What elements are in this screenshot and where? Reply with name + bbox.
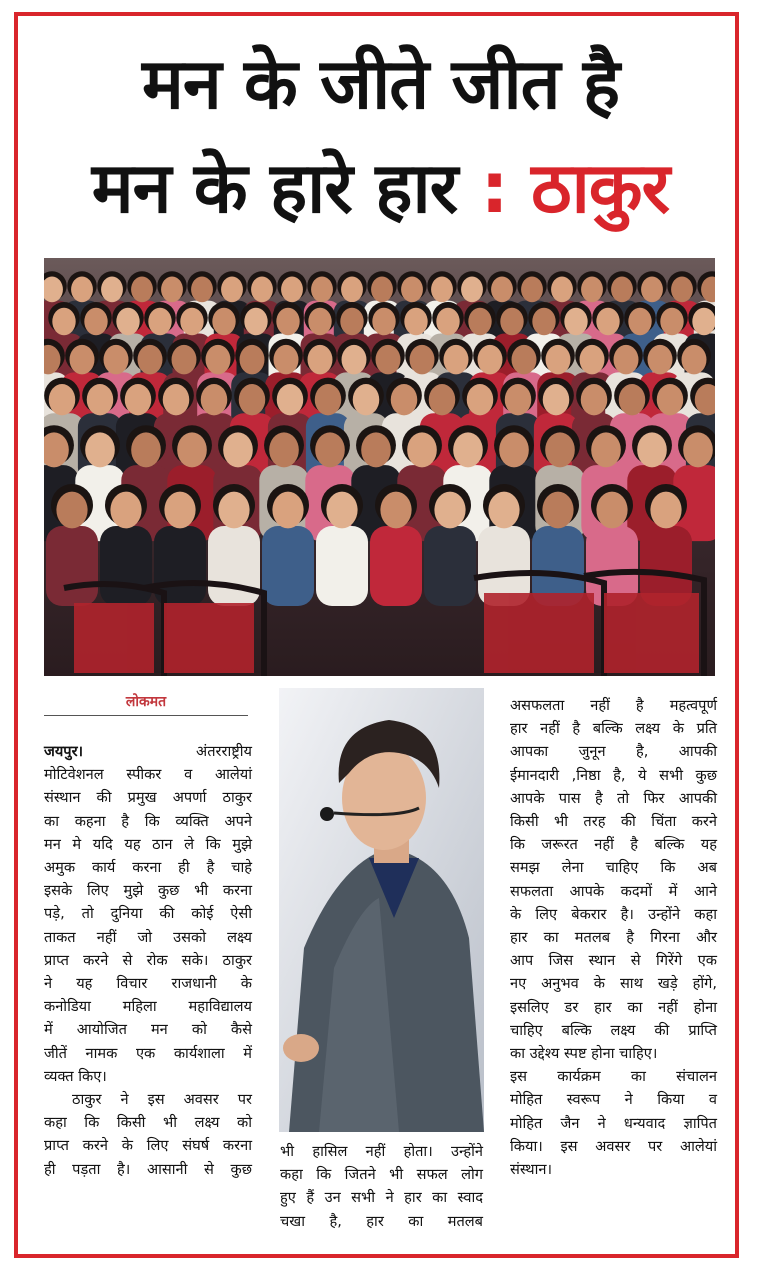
article-line: में आयोजित मन को कैसे xyxy=(44,1021,252,1039)
headline-line-2 xyxy=(20,140,741,236)
article-line: मन मे यदि यह ठान ले कि मुझे xyxy=(44,835,252,853)
article-dateline: जयपुर। xyxy=(44,743,84,760)
article-line: असफलता नहीं है महत्वपूर्ण xyxy=(510,697,717,714)
article-line: ने यह विचार राजधानी के xyxy=(44,975,252,993)
article-line: पड़े, तो दुनिया की कोई ऐसी xyxy=(44,905,252,923)
article-line: कहा कि किसी भी लक्ष्य को xyxy=(44,1114,252,1132)
article-line: हुए हैं उन सभी ने हार का स्वाद xyxy=(280,1189,483,1207)
article-line: जीतें नामक एक कार्यशाला में xyxy=(44,1044,252,1062)
article-line: का उद्देश्य स्पष्ट होना चाहिए। xyxy=(510,1045,658,1063)
article-line: चखा है, हार का मतलब xyxy=(280,1212,483,1230)
article-column-3 xyxy=(510,694,717,1181)
article-line: नए अनुभव के साथ खड़े होंगे, xyxy=(510,975,717,993)
headline-line-1: मन के जीते जीत है xyxy=(141,43,620,125)
source-label: लोकमत xyxy=(44,692,248,716)
article-line: सफलता आपके कदमों में आने xyxy=(510,882,717,900)
article-line: इसलिए डर हार का नहीं होना xyxy=(510,998,717,1016)
article-line: व्यक्त किए। xyxy=(44,1067,107,1085)
article-line: अमुक कार्य करना ही है चाहे xyxy=(44,859,252,877)
article-line: प्राप्त करने के लिए संघर्ष करना xyxy=(44,1137,252,1155)
article-text: अंतरराष्ट्रीय xyxy=(83,743,252,760)
article-line: का कहना है कि व्यक्ति अपने xyxy=(44,812,252,830)
article-column-2 xyxy=(280,1140,483,1233)
article-line: ही पड़ता है। आसानी से कुछ xyxy=(44,1160,252,1178)
article-line: आपका जुनून है, आपकी xyxy=(510,743,717,761)
article-column-1 xyxy=(44,740,252,1181)
article-line: आपके पास है तो फिर आपकी xyxy=(510,789,717,807)
article-line: इसके लिए मुझे कुछ भी करना xyxy=(44,882,252,900)
article-line: किसी भी तरह की चिंता करने xyxy=(510,813,717,831)
headline-accent: ठाकुर xyxy=(530,147,670,229)
article-line: हार का मतलब है गिरना और xyxy=(510,929,717,947)
article-line: कहा कि जितने भी सफल लोग xyxy=(280,1166,483,1184)
article-line: मोहित स्वरूप ने किया व xyxy=(510,1091,717,1109)
speaker-photo xyxy=(279,688,484,1132)
article-line: समझ लेना चाहिए कि अब xyxy=(510,859,717,877)
article-line: प्राप्त करने से रोक सके। ठाकुर xyxy=(44,951,252,969)
article-line: चाहिए बल्कि लक्ष्य की प्राप्ति xyxy=(510,1021,717,1039)
article-line: के लिए बेकरार है। उन्होंने कहा xyxy=(510,905,717,923)
article-line: इस कार्यक्रम का संचालन xyxy=(510,1068,717,1086)
headline-separator: : xyxy=(457,147,531,229)
article-line: भी हासिल नहीं होता। उन्होंने xyxy=(280,1143,483,1160)
article-line: ठाकुर ने इस अवसर पर xyxy=(72,1091,252,1109)
article-line: आप जिस स्थान से गिरेंगे एक xyxy=(510,952,717,970)
article-line: कि जरूरत नहीं है बल्कि यह xyxy=(510,836,717,854)
article-line: हार नहीं है बल्कि लक्ष्य के प्रति xyxy=(510,720,717,738)
article-line: मोहित जैन ने धन्यवाद ज्ञापित xyxy=(510,1114,717,1132)
group-photo xyxy=(44,258,715,676)
headline-main: मन के हारे हार xyxy=(91,147,458,229)
article-line: संस्थान की प्रमुख अपर्णा ठाकुर xyxy=(44,789,252,807)
article-line: ईमानदारी ,निष्ठा है, ये सभी कुछ xyxy=(510,766,717,784)
article-line: कनोडिया महिला महाविद्यालय xyxy=(44,998,252,1016)
article-line: संस्थान। xyxy=(510,1161,552,1179)
article-line: ताकत नहीं जो उसको लक्ष्य xyxy=(44,928,252,946)
article-line: मोटिवेशनल स्पीकर व आलेयां xyxy=(44,766,252,784)
article-line xyxy=(44,740,252,763)
article-line: किया। इस अवसर पर आलेयां xyxy=(510,1137,717,1155)
